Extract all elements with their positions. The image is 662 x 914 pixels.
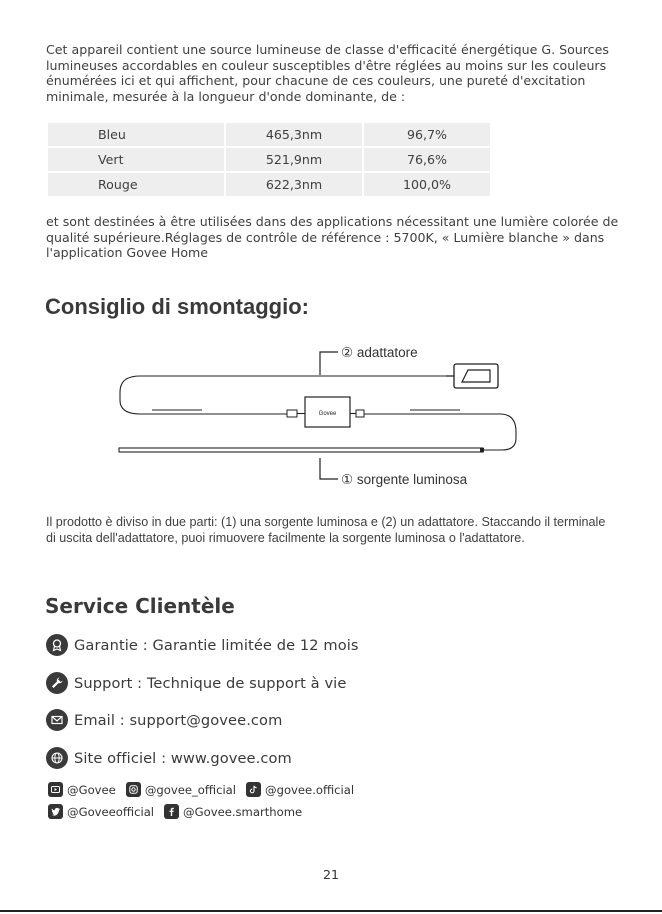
social-facebook[interactable]: [164, 804, 302, 819]
social-instagram[interactable]: [126, 782, 236, 797]
page-number: 21: [322, 867, 340, 882]
support-row: [46, 671, 346, 695]
social-youtube[interactable]: [48, 782, 116, 797]
wavelength-cell: 521,9nm: [226, 148, 362, 173]
adapter-label: ② adattatore: [341, 345, 418, 360]
email-text[interactable]: Email : support@govee.com: [74, 711, 283, 729]
controller-brand: Govee: [318, 411, 337, 417]
disassembly-heading: Consiglio di smontaggio:: [45, 294, 309, 319]
adapter-callout-line: [320, 352, 338, 375]
color-cell: Bleu: [48, 123, 224, 148]
twitter-handle: @Goveeofficial: [67, 804, 155, 819]
tiktok-handle: @govee.official: [265, 782, 355, 797]
facebook-handle: @Govee.smarthome: [183, 804, 303, 819]
wavelength-cell: 465,3nm: [226, 123, 362, 148]
instagram-icon: [126, 782, 141, 797]
social-row-1: [48, 782, 364, 797]
youtube-handle: @Govee: [67, 782, 116, 797]
energy-class-paragraph: Cet appareil contient une source lumineuse de classe d'efficacité énergétique G. Sources lumineuses accordables en couleur susceptibles d'être réglées au moins sur les couleurs énumérées ici et qui affichent, pour chacune de ces couleurs, une pureté d'excitation minimale, mesurée à la longueur d'onde dominante, de :: [46, 42, 609, 104]
mail-icon: [46, 709, 68, 731]
disassembly-diagram: [110, 340, 530, 500]
website-row: [46, 746, 292, 770]
bottom-divider: [0, 910, 662, 912]
application-paragraph: et sont destinées à être utilisées dans des applications nécessitant une lumière colorée de qualité supérieure.Réglages de contrôle de référence : 5700K, « Lumière blanche » dans l'application Govee Home: [46, 214, 619, 261]
table-row: [48, 173, 490, 198]
website-text[interactable]: Site officiel : www.govee.com: [74, 749, 292, 767]
source-label: ① sorgente luminosa: [341, 472, 468, 487]
wavelength-cell: 622,3nm: [226, 173, 362, 198]
twitter-icon: [48, 804, 63, 819]
light-strip: [119, 448, 483, 452]
color-purity-table: [46, 123, 492, 198]
youtube-icon: [48, 782, 63, 797]
service-heading: Service Clientèle: [45, 594, 235, 618]
output-connector: [356, 410, 364, 417]
purity-cell: 96,7%: [364, 123, 490, 148]
adapter-connector: [287, 410, 297, 417]
purity-cell: 100,0%: [364, 173, 490, 198]
social-tiktok[interactable]: [246, 782, 354, 797]
strip-cable: [364, 414, 516, 450]
purity-cell: 76,6%: [364, 148, 490, 173]
color-cell: Rouge: [48, 173, 224, 198]
instagram-handle: @govee_official: [144, 782, 237, 797]
power-plug: [454, 364, 498, 388]
warranty-icon: [46, 634, 68, 656]
disassembly-description: Il prodotto è diviso in due parti: (1) una sorgente luminosa e (2) un adattatore. Staccando il terminale di uscita dell'adattatore, puoi rimuovere facilmente la sorgente luminosa o l'adattatore.: [46, 515, 606, 545]
adapter-cable: [120, 376, 446, 414]
email-row: [46, 708, 282, 732]
color-cell: Vert: [48, 148, 224, 173]
table-row: [48, 123, 490, 148]
tiktok-icon: [246, 782, 261, 797]
social-twitter[interactable]: [48, 804, 154, 819]
wrench-icon: [46, 672, 68, 694]
facebook-icon: [164, 804, 179, 819]
source-callout-line: [320, 458, 338, 479]
support-text: Support : Technique de support à vie: [74, 674, 347, 692]
warranty-text: Garantie : Garantie limitée de 12 mois: [74, 636, 359, 654]
warranty-row: [46, 633, 359, 657]
globe-icon: [46, 747, 68, 769]
table-row: [48, 148, 490, 173]
social-row-2: [48, 804, 312, 819]
